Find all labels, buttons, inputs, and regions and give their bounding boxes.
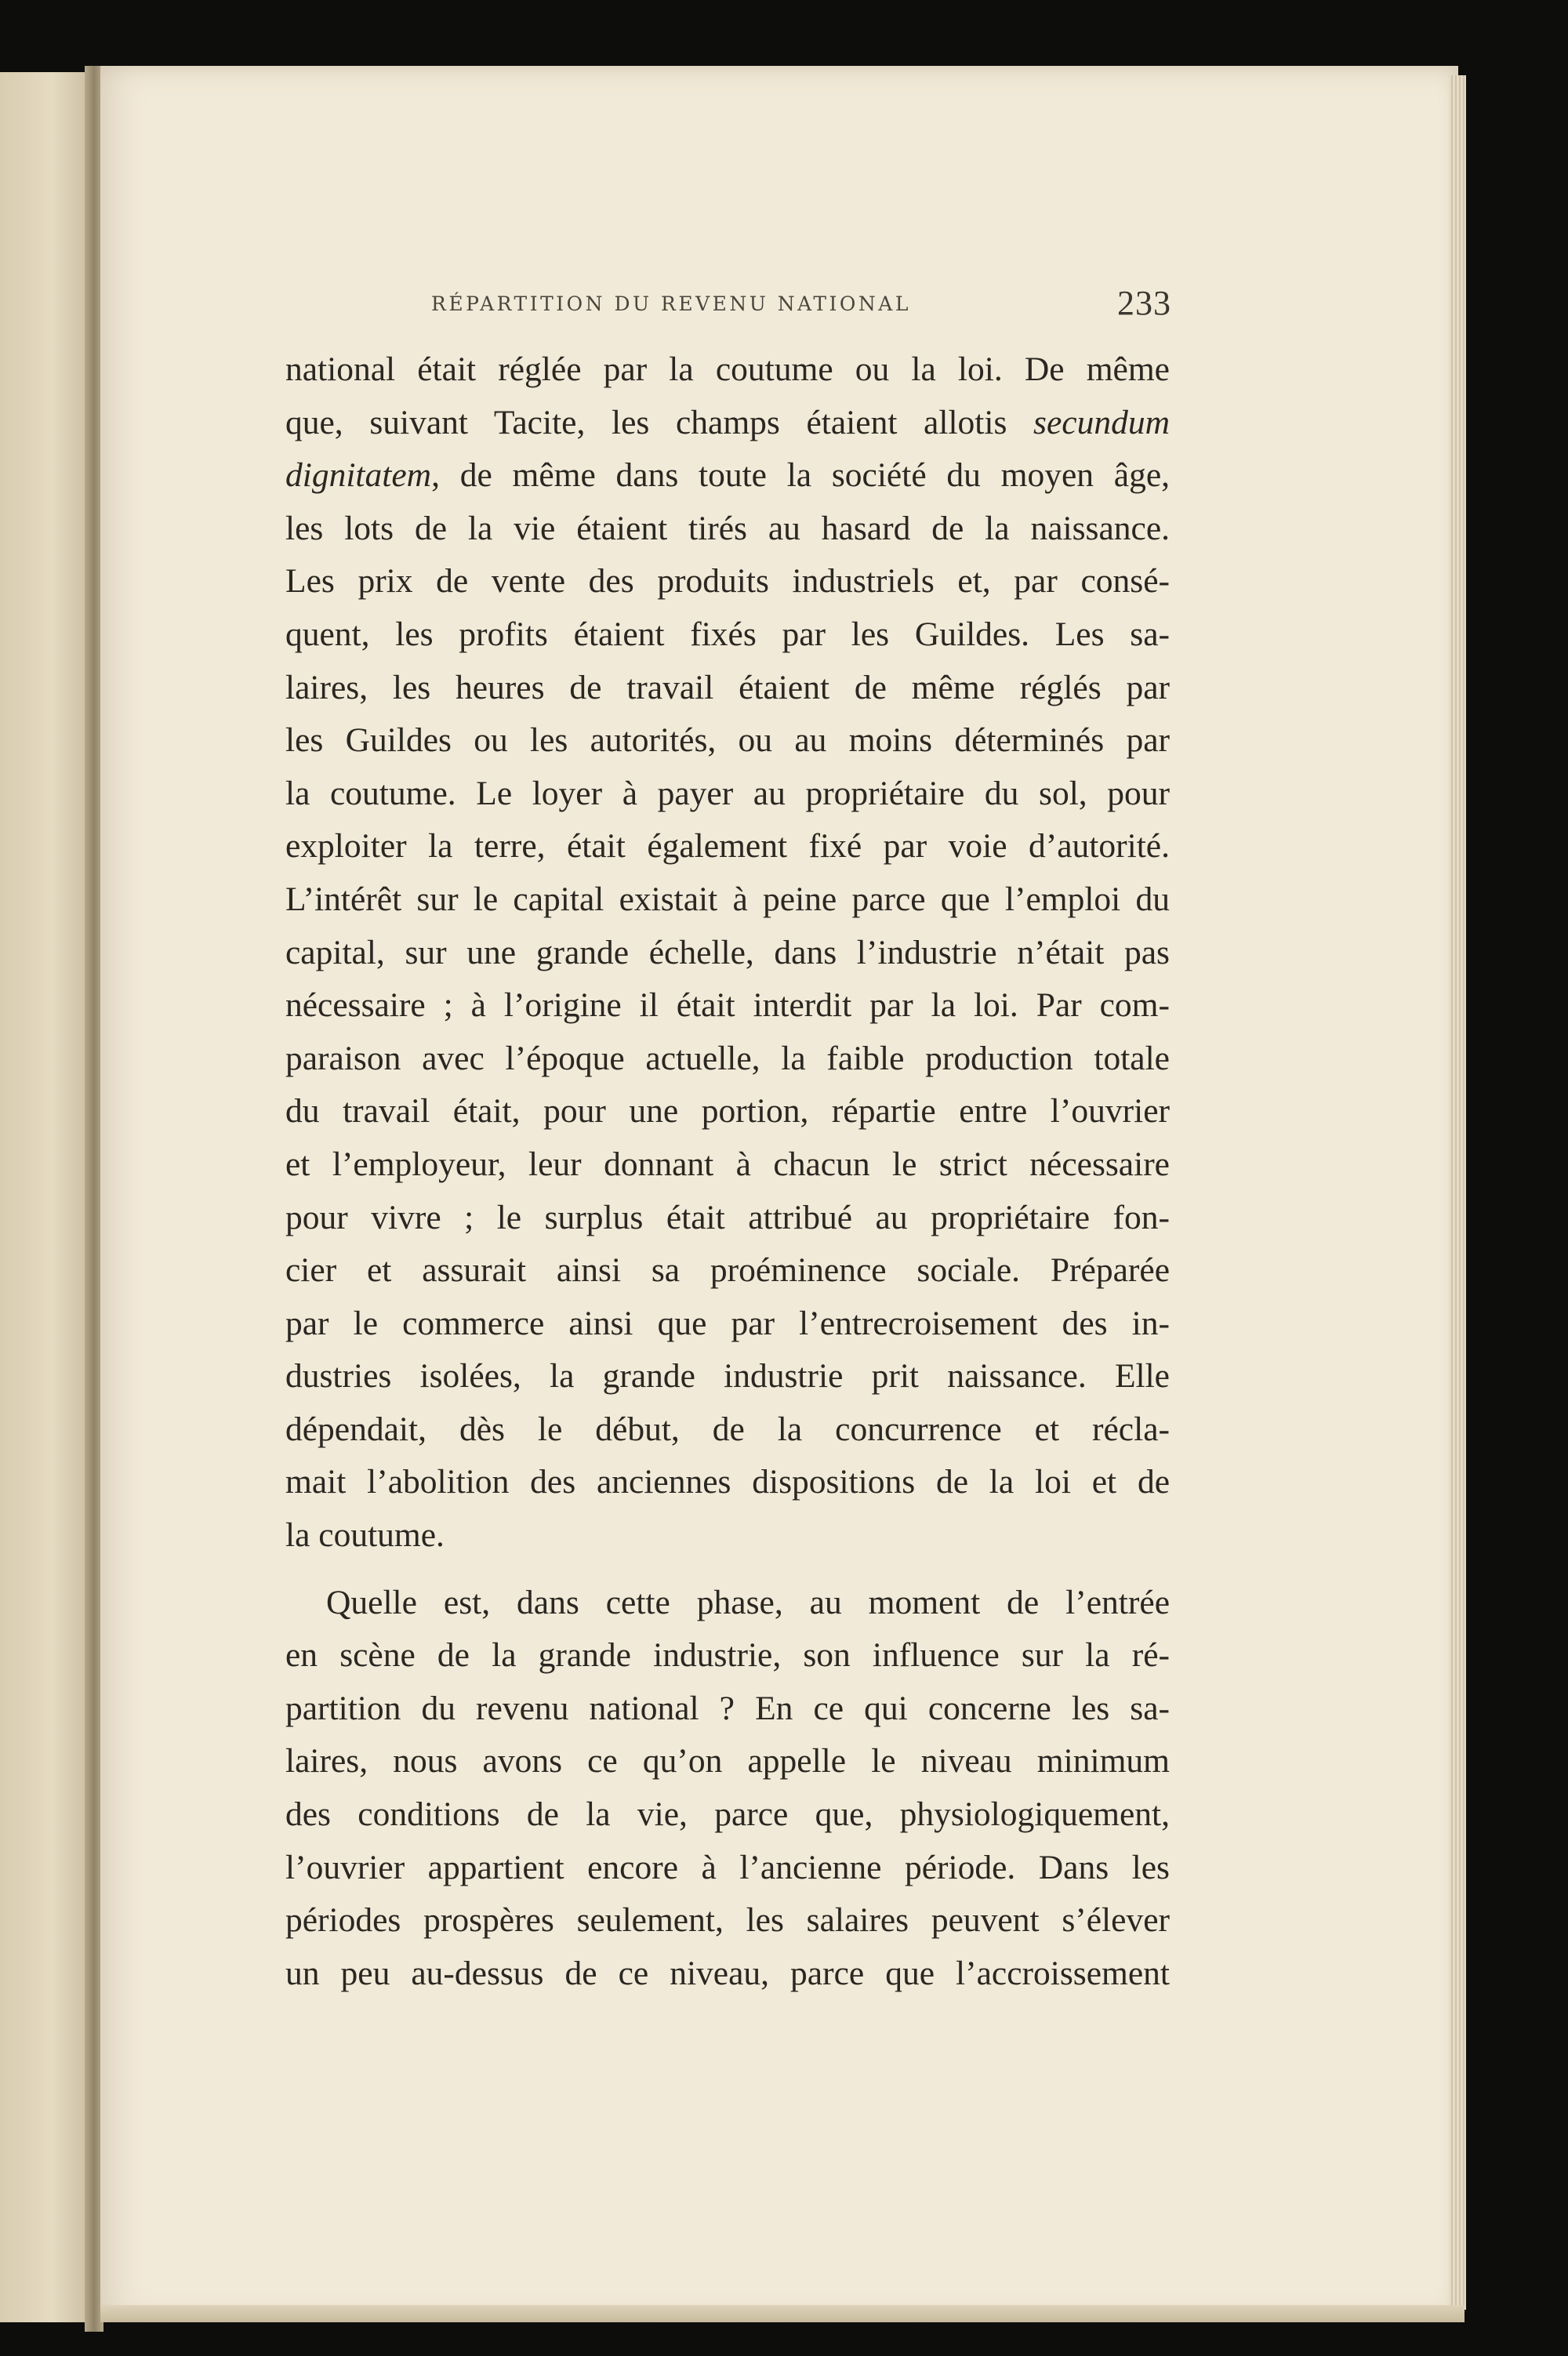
text-line: en scène de la grande industrie, son influence sur la ré- xyxy=(285,1636,1170,1675)
text-line: des conditions de la vie, parce que, physiologiquement, xyxy=(285,1795,1170,1834)
text-fragment: que, suivant Tacite, les champs étaient allotis xyxy=(285,403,1007,441)
text-line: un peu au-dessus de ce niveau, parce que l’accroissement xyxy=(285,1954,1170,1992)
page-stack-edge xyxy=(1449,75,1466,2310)
text-line: L’intérêt sur le capital existait à peine parce que l’emploi du xyxy=(285,880,1170,918)
text-line: quent, les profits étaient fixés par les Guildes. Les sa- xyxy=(285,615,1170,653)
text-line: les Guildes ou les autorités, ou au moins déterminés par xyxy=(285,721,1170,760)
text-line: laires, les heures de travail étaient de même réglés par xyxy=(285,668,1170,706)
facing-page-edge xyxy=(0,72,94,2322)
text-fragment: , de même dans toute la société du moyen âge, xyxy=(431,456,1170,495)
text-line: la coutume. xyxy=(285,1516,445,1555)
text-line: dustries isolées, la grande industrie prit naissance. Elle xyxy=(285,1357,1170,1396)
text-line: du travail était, pour une portion, répartie entre l’ouvrier xyxy=(285,1092,1170,1131)
text-line: les lots de la vie étaient tirés au hasard de la naissance. xyxy=(285,509,1170,547)
running-head xyxy=(285,286,1195,333)
text-line: capital, sur une grande échelle, dans l’industrie n’était pas xyxy=(285,933,1170,971)
text-line: et l’employeur, leur donnant à chacun le strict nécessaire xyxy=(285,1145,1170,1183)
text-line: la coutume. Le loyer à payer au propriétaire du sol, pour xyxy=(285,774,1170,812)
text-line: par le commerce ainsi que par l’entrecroisement des in- xyxy=(285,1304,1170,1342)
text-line: paraison avec l’époque actuelle, la faible production totale xyxy=(285,1039,1170,1077)
text-line: nécessaire ; à l’origine il était interdit par la loi. Par com- xyxy=(285,986,1170,1025)
body-text xyxy=(285,343,1170,2000)
text-line xyxy=(285,397,1170,450)
paragraph-break xyxy=(285,1563,1170,1577)
text-line: l’ouvrier appartient encore à l’ancienne période. Dans les xyxy=(285,1848,1170,1886)
text-line: dépendait, dès le début, de la concurrence et récla- xyxy=(285,1410,1170,1448)
text-line: national était réglée par la coutume ou la loi. De même xyxy=(285,350,1170,388)
text-line: périodes prospères seulement, les salaires peuvent s’élever xyxy=(285,1901,1170,1940)
text-line: Quelle est, dans cette phase, au moment de l’entrée xyxy=(326,1583,1170,1621)
text-line: cier et assurait ainsi sa proéminence sociale. Préparée xyxy=(285,1251,1170,1290)
running-title: RÉPARTITION DU REVENU NATIONAL xyxy=(431,292,911,315)
text-line: Les prix de vente des produits industriels et, par consé- xyxy=(285,562,1170,601)
italic-word: secundum xyxy=(1033,403,1171,441)
text-line: partition du revenu national ? En ce qui concerne les sa- xyxy=(285,1689,1170,1727)
text-line xyxy=(285,449,1170,503)
italic-word: dignitatem xyxy=(285,456,432,495)
page-number: 233 xyxy=(1117,284,1171,322)
text-line: laires, nous avons ce qu’on appelle le niveau minimum xyxy=(285,1742,1170,1781)
page-bottom-edge xyxy=(100,2305,1465,2322)
text-line: mait l’abolition des anciennes dispositions de la loi et de xyxy=(285,1463,1170,1501)
text-line: pour vivre ; le surplus était attribué au propriétaire fon- xyxy=(285,1198,1170,1236)
text-line: exploiter la terre, était également fixé par voie d’autorité. xyxy=(285,827,1170,866)
